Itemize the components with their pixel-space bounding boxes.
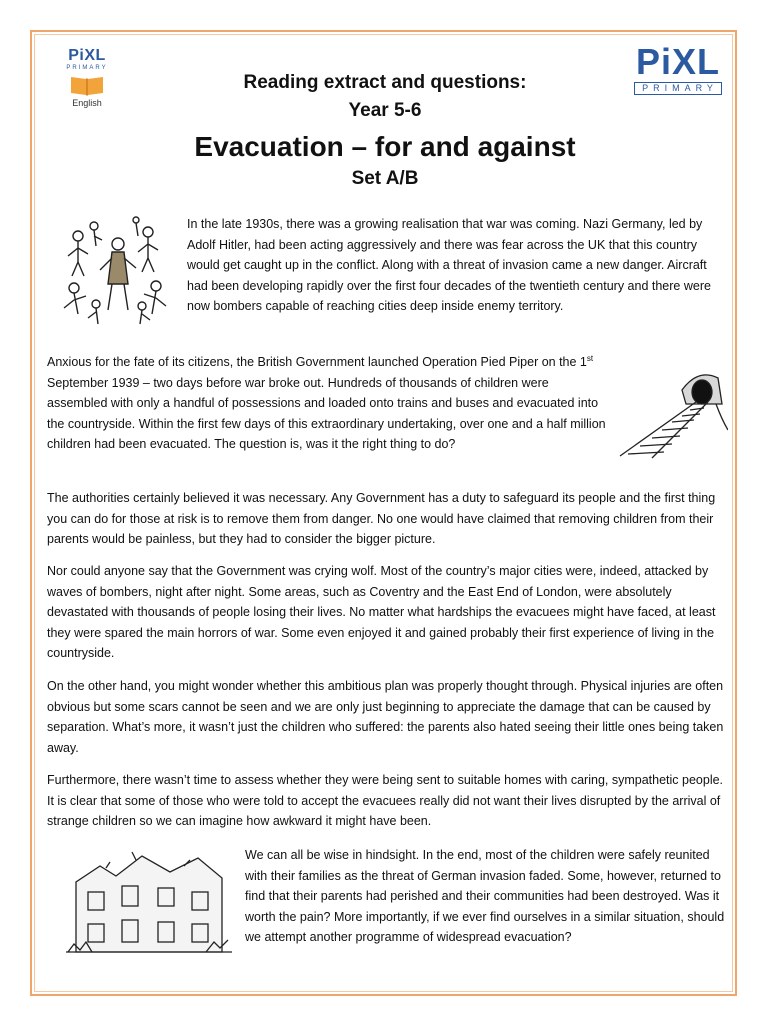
logo-wordmark: PiXL [635, 41, 720, 82]
paragraph-1: In the late 1930s, there was a growing realisation that war was coming. Nazi Germany, led by Adolf Hitler, had been acting aggressively and there was fear across the UK that this country would get caught up in the conflict. Along with a threat of invasion came a new danger. Aircraft had been developing rapidly over the first four decades of the twentieth century and there were now bombers capable of reaching cities deep inside enemy territory. [187, 217, 711, 314]
logo-subtitle: PRIMARY [66, 65, 108, 71]
paragraph-2 [47, 352, 607, 455]
page-title: Evacuation – for and against [194, 131, 576, 162]
paragraph-6: Furthermore, there wasn’t time to assess whether they were being sent to suitable homes with caring, sympathetic people. It is clear that some of those who were told to accept the evacuees really did not want their lives disrupted by the arrival of strange children so we can imagine how awkward it might have been. [47, 773, 724, 829]
railway-tunnel-illustration [612, 360, 728, 460]
set-label: Set A/B [351, 168, 419, 189]
logo-wordmark: PiXL [68, 47, 106, 64]
bombed-house-illustration [66, 848, 232, 956]
paragraph-2-start: Anxious for the fate of its citizens, the British Government launched Operation Pied Piper on the 1 [47, 355, 587, 369]
logo-label: English [72, 98, 102, 108]
paragraph-4: Nor could anyone say that the Government was crying wolf. Most of the country’s major cities were, indeed, attacked by waves of bombers, night after night. Some areas, such as Coventry and the East End of London, were absolutely devastated with thousands of people losing their lives. No matter what hardships the evacuees might have faced, at least they were spared the main horrors of war. Some even enjoyed it and gained probably their first experience of living in the countryside. [47, 564, 716, 661]
paragraph-7: We can all be wise in hindsight. In the end, most of the children were safely reunited with their families as the threat of German invasion faded. Some, however, returned to find that their parents had perished and their communities had been destroyed. Was it worth the pain? More importantly, if we ever find ourselves in a similar situation, should we attempt another programme of widespread evacuation? [245, 848, 725, 945]
heading-line-1: Reading extract and questions: [243, 72, 527, 93]
paragraph-5: On the other hand, you might wonder whether this ambitious plan was properly thought through. Physical injuries are often obvious but some scars cannot be seen and we are only just beginning to appreciate the damage that can be caused by separation. What’s more, it wasn’t just the children who suffered: the parents also hated seeing their little ones being taken away. [47, 679, 724, 755]
ordinal-suffix: st [586, 353, 594, 363]
paragraph-2-rest: September 1939 – two days before war broke out. Hundreds of thousands of children were assembled with only a handful of possessions and loaded onto trains and buses and evacuated into the countryside. Within the first few days of this extraordinary undertaking, over one and a half million children had been evacuated. The question is, was it the right thing to do? [47, 375, 606, 452]
paragraph-3: The authorities certainly believed it was necessary. Any Government has a duty to safeguard its people and the first thing you can do for those at risk is to remove them from danger. No one would have claimed that removing children from their parents would be painless, but they had to consider the bigger picture. [47, 491, 716, 547]
crowd-illustration [56, 214, 174, 326]
heading-year: Year 5-6 [348, 100, 422, 121]
logo-subtitle: PRIMARY [634, 82, 722, 95]
